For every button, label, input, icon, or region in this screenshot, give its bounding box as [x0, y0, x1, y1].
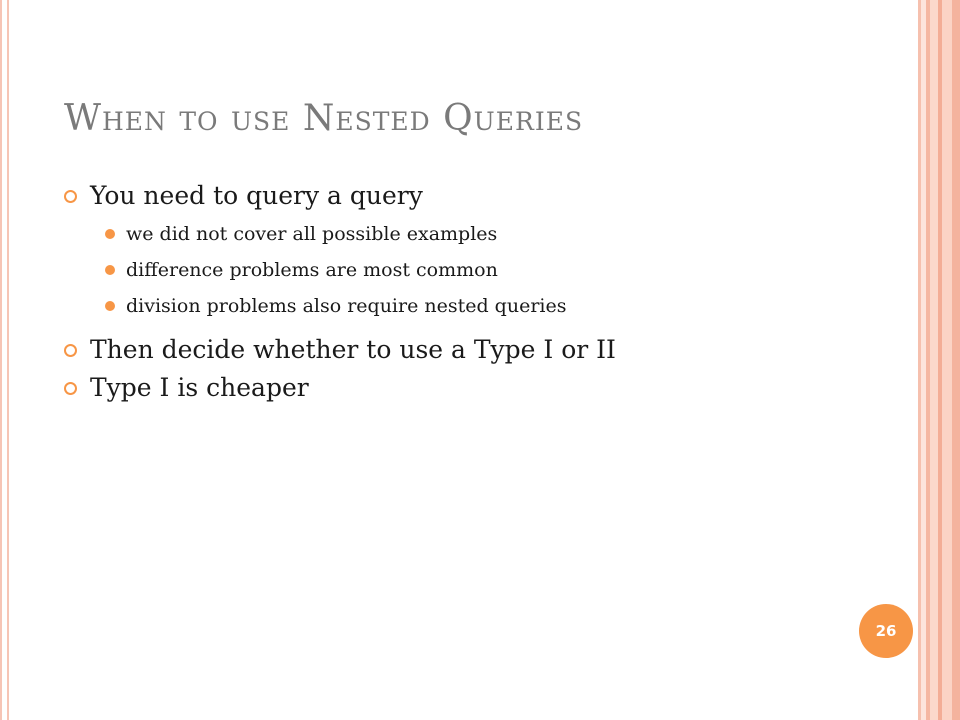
left-decor-bar: [0, 0, 2, 720]
dot-bullet-icon: [105, 265, 115, 275]
sub-bullet-text: difference problems are most common: [126, 259, 498, 281]
bullet-item: [64, 370, 904, 406]
bullet-item: [64, 332, 904, 368]
bullet-item: [64, 178, 904, 214]
bullet-text: Then decide whether to use a Type I or II: [90, 335, 616, 364]
ring-bullet-icon: [64, 344, 77, 357]
page-number-badge: 26: [859, 604, 913, 658]
bullet-text: Type I is cheaper: [90, 373, 309, 402]
slide-title: When to use Nested Queries: [64, 98, 584, 139]
sub-bullet-text: we did not cover all possible examples: [126, 223, 498, 245]
sub-bullet-text: division problems also require nested queries: [126, 295, 567, 317]
sub-bullet-item: [64, 216, 904, 252]
ring-bullet-icon: [64, 190, 77, 203]
ring-bullet-icon: [64, 382, 77, 395]
right-decor-bar: [942, 0, 952, 720]
sub-bullet-item: [64, 288, 904, 324]
dot-bullet-icon: [105, 229, 115, 239]
right-decor-bar: [952, 0, 960, 720]
left-decor-bar: [7, 0, 9, 720]
bullet-list: [64, 178, 904, 406]
dot-bullet-icon: [105, 301, 115, 311]
sub-bullet-item: [64, 252, 904, 288]
right-decor-bar: [930, 0, 938, 720]
bullet-text: You need to query a query: [90, 181, 423, 210]
